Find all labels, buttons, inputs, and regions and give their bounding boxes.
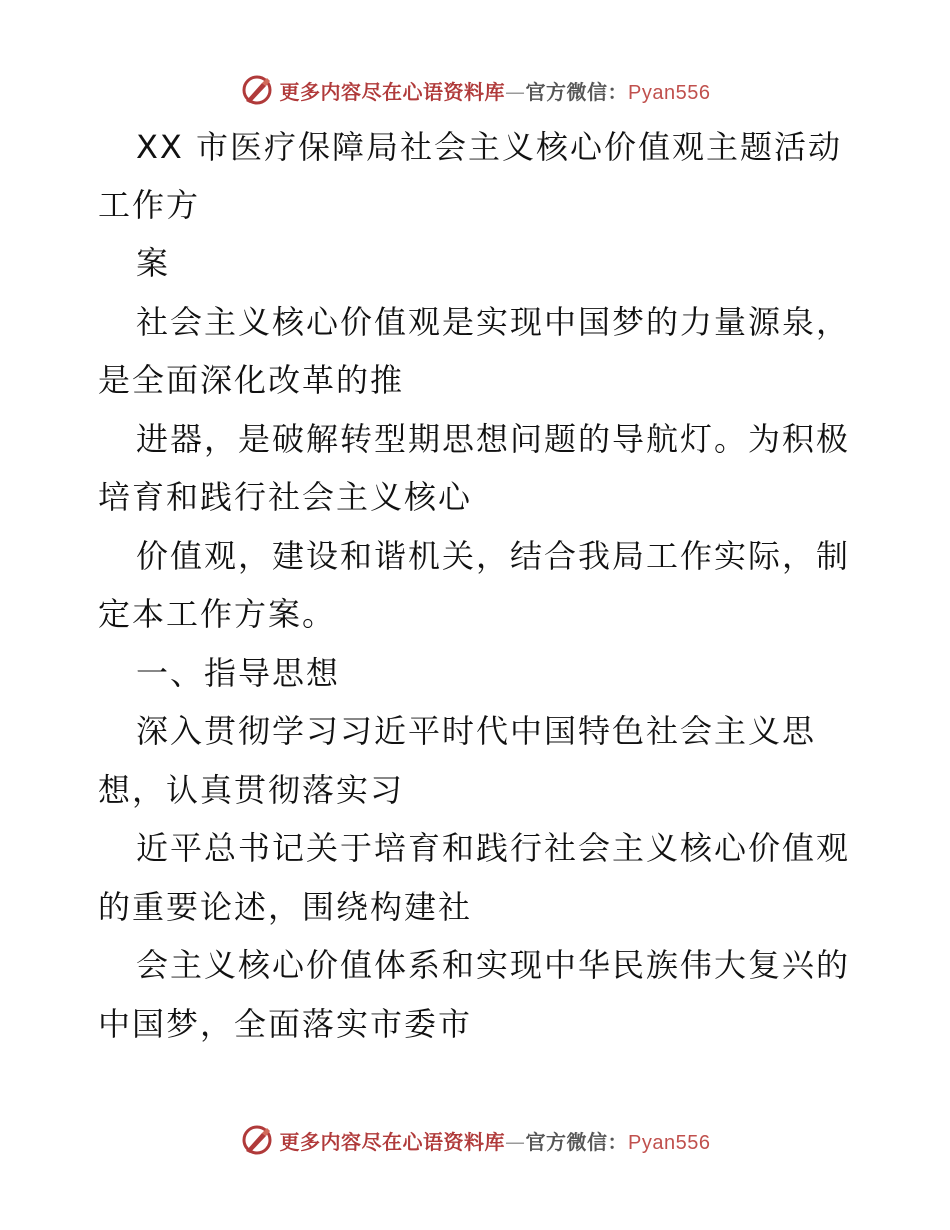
footer-banner: [0, 1120, 950, 1160]
doc-paragraph-line: 想，认真贯彻落实习: [98, 771, 405, 809]
doc-title-line-1: XX 市医疗保障局社会主义核心价值观主题活动: [136, 128, 843, 166]
header-brand-text: 更多内容尽在心语资料库: [279, 79, 506, 104]
doc-paragraph-line: 中国梦，全面落实市委市: [98, 1005, 473, 1043]
footer-contact-label: 官方微信：: [525, 1129, 629, 1154]
doc-title-line-3: 案: [136, 244, 171, 282]
header-contact-label: 官方微信：: [525, 79, 629, 104]
doc-paragraph-line: 近平总书记关于培育和践行社会主义核心价值观: [136, 829, 851, 867]
doc-paragraph-line: 是全面深化改革的推: [98, 361, 405, 399]
pen-logo-icon: [240, 1123, 274, 1157]
doc-title-line-2: 工作方: [98, 186, 201, 224]
doc-paragraph-line: 社会主义核心价值观是实现中国梦的力量源泉，: [136, 303, 851, 341]
footer-banner-text: [280, 1126, 711, 1155]
doc-section-heading: 一、指导思想: [136, 654, 341, 692]
footer-separator: —: [505, 1129, 526, 1154]
footer-brand-text: 更多内容尽在心语资料库: [279, 1129, 506, 1154]
header-separator: —: [505, 79, 526, 104]
doc-paragraph-line: 进器，是破解转型期思想问题的导航灯。为积极: [136, 420, 851, 458]
doc-paragraph-line: 会主义核心价值体系和实现中华民族伟大复兴的: [136, 946, 851, 984]
header-contact-id: Pyan556: [628, 81, 711, 104]
doc-paragraph-line: 深入贯彻学习习近平时代中国特色社会主义思: [136, 712, 817, 750]
doc-paragraph-line: 定本工作方案。: [98, 595, 337, 633]
doc-paragraph-line: 的重要论述，围绕构建社: [98, 888, 473, 926]
doc-paragraph-line: 价值观，建设和谐机关，结合我局工作实际，制: [136, 537, 851, 575]
doc-paragraph-line: 培育和践行社会主义核心: [98, 478, 473, 516]
footer-contact-id: Pyan556: [628, 1131, 711, 1154]
